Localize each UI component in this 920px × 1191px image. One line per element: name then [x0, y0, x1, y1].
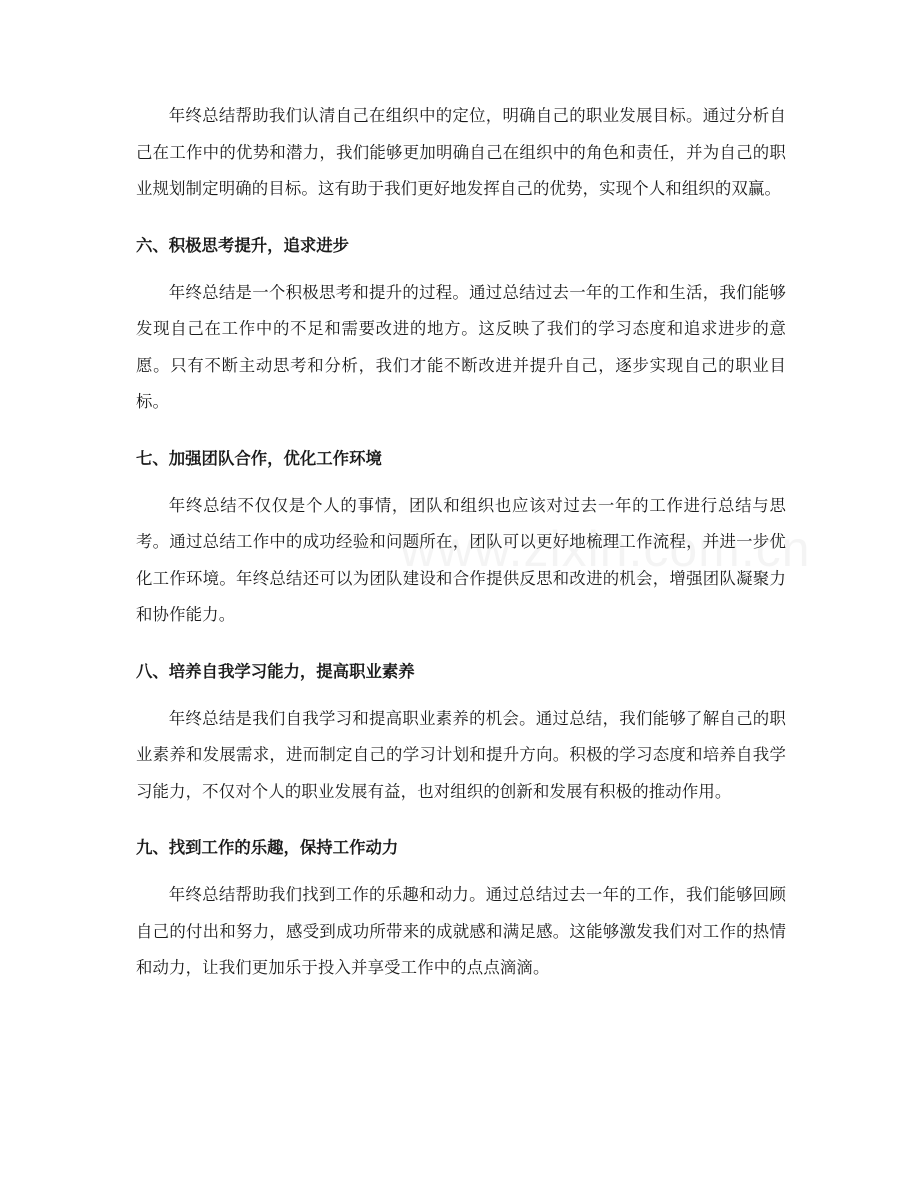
paragraph-section-8: 年终总结是我们自我学习和提高职业素养的机会。通过总结，我们能够了解自己的职业素养和发展需求，进而制定自己的学习计划和提升方向。积极的学习态度和培养自我学习能力，不仅对个人的职业发展有益，也对组织的创新和发展有积极的推动作用。	[136, 708, 786, 801]
paragraph-section-7: 年终总结不仅仅是个人的事情，团队和组织也应该对过去一年的工作进行总结与思考。通过总结工作中的成功经验和问题所在，团队可以更好地梳理工作流程，并进一步优化工作环境。年终总结还可以为团队建设和合作提供反思和改进的机会，增强团队凝聚力和协作能力。	[136, 495, 786, 624]
section-heading-9: 九、找到工作的乐趣，保持工作动力	[136, 838, 399, 857]
paragraph-career-positioning: 年终总结帮助我们认清自己在组织中的定位，明确自己的职业发展目标。通过分析自己在工作中的优势和潜力，我们能够更加明确自己在组织中的角色和责任，并为自己的职业规划制定明确的目标。这有助于我们更好地发挥自己的优势，实现个人和组织的双赢。	[136, 106, 786, 198]
section-heading-6: 六、积极思考提升，追求进步	[136, 235, 350, 255]
paragraph-section-6: 年终总结是一个积极思考和提升的过程。通过总结过去一年的工作和生活，我们能够发现自己在工作中的不足和需要改进的地方。这反映了我们的学习态度和追求进步的意愿。只有不断主动思考和分析，我们才能不断改进并提升自己，逐步实现自己的职业目标。	[136, 282, 786, 411]
section-heading-8: 八、培养自我学习能力，提高职业素养	[136, 661, 415, 681]
paragraph-section-9: 年终总结帮助我们找到工作的乐趣和动力。通过总结过去一年的工作，我们能够回顾自己的付出和努力，感受到成功所带来的成就感和满足感。这能够激发我们对工作的热情和动力，让我们更加乐于投入并享受工作中的点点滴滴。	[136, 885, 786, 977]
section-heading-7: 七、加强团队合作，优化工作环境	[136, 448, 382, 468]
document-body	[136, 98, 786, 987]
